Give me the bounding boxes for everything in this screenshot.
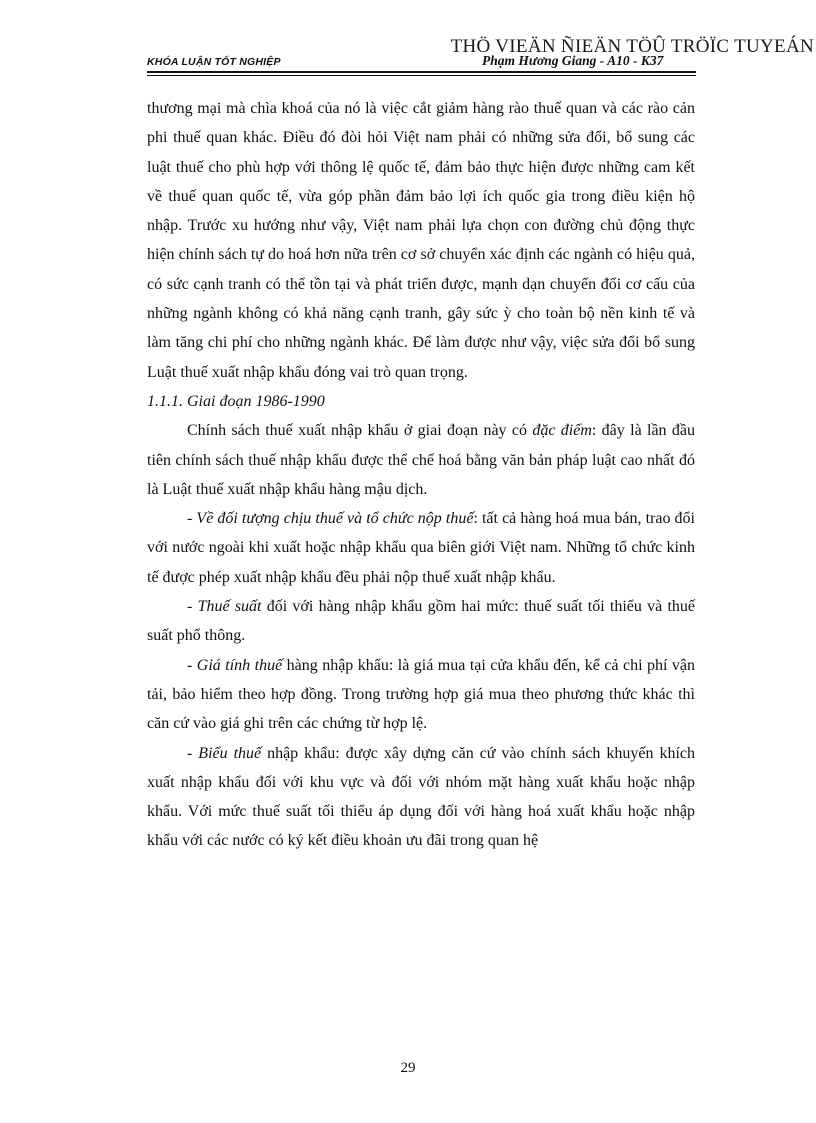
document-body bbox=[147, 94, 695, 856]
paragraph-2 bbox=[147, 416, 695, 504]
paragraph-6-emphasis: Biểu thuế bbox=[198, 744, 262, 762]
paragraph-6-text-b: nhập khẩu: được xây dựng căn cứ vào chính sách khuyến khích xuất nhập khẩu đối với khu vực và đối với nhóm mặt hàng xuất khẩu hoặc nhập khẩu. Với mức thuế suất tối thiểu áp dụng đối với hàng hoá xuất khẩu hoặc nhập khẩu với các nước có ký kết điều khoản ưu đãi trong quan hệ bbox=[147, 744, 696, 850]
library-watermark: THÖ VIEÄN ÑIEÄN TÖÛ TRÖÏC TUYEÁN bbox=[450, 36, 814, 57]
paragraph-2-text-b: : đây là lần đầu tiên chính sách thuế nhập khẩu được thể chế hoá bằng văn bản pháp luật cao nhất đó là Luật thuế xuất nhập khẩu hàng mậu dịch. bbox=[147, 422, 695, 498]
page-header bbox=[147, 28, 816, 72]
header-author: Phạm Hương Giang - A10 - K37 bbox=[482, 53, 664, 68]
header-rule-thick bbox=[147, 71, 696, 73]
paragraph-1: thương mại mà chìa khoá của nó là việc cắt giảm hàng rào thuế quan và các rào cản phi thuế quan khác. Điều đó đòi hỏi Việt nam phải có những sửa đổi, bổ sung các luật thuế cho phù hợp với thông lệ quốc tế, đảm bảo thực hiện được những cam kết về thuế quan quốc tế, vừa góp phần đảm bảo lợi ích quốc gia trong điều kiện hộ nhập. Trước xu hướng như vậy, Việt nam phải lựa chọn con đường chủ động thực hiện chính sách tự do hoá hơn nữa trên cơ sở chuyển xác định các ngành có hiệu quả, có sức cạnh tranh có thể tồn tại và phát triển được, mạnh dạn chuyển đổi cơ cấu của những ngành không có khả năng cạnh tranh, gây sức ỳ cho toàn bộ nền kinh tế và làm tăng chi phí cho những ngành khác. Để làm được như vậy, việc sửa đổi bổ sung Luật thuế xuất nhập khẩu đóng vai trò quan trọng. bbox=[147, 100, 695, 381]
paragraph-4-text-b: đối với hàng nhập khẩu gồm hai mức: thuế suất tối thiểu và thuế suất phổ thông. bbox=[147, 598, 696, 645]
header-rule-thin bbox=[147, 75, 696, 76]
paragraph-5-text-b: hàng nhập khẩu: là giá mua tại cửa khẩu đến, kể cả chi phí vận tải, bảo hiểm theo hợp đồng. Trong trường hợp giá mua theo phương thức khác thì căn cứ vào giá ghi trên các chứng từ hợp lệ. bbox=[147, 656, 696, 733]
paragraph-6-text-a: - bbox=[187, 744, 199, 762]
paragraph-6 bbox=[147, 739, 695, 856]
paragraph-3 bbox=[147, 504, 695, 592]
header-title: KHÓA LUẬN TỐT NGHIỆP bbox=[147, 56, 281, 68]
paragraph-2-text-a: Chính sách thuế xuất nhập khẩu ở giai đoạn này có bbox=[187, 422, 533, 440]
paragraph-4-emphasis: Thuế suất bbox=[197, 598, 262, 616]
paragraph-5-emphasis: Giá tính thuế bbox=[196, 656, 283, 674]
paragraph-4 bbox=[147, 592, 695, 651]
paragraph-5 bbox=[147, 651, 695, 739]
section-heading: 1.1.1. Giai đoạn 1986-1990 bbox=[147, 392, 325, 410]
paragraph-3-emphasis: - Về đối tượng chịu thuế và tổ chức nộp thuế bbox=[187, 510, 474, 528]
paragraph-5-text-a: - bbox=[187, 656, 197, 674]
paragraph-4-text-a: - bbox=[187, 598, 198, 616]
paragraph-3-text-b: : tất cả hàng hoá mua bán, trao đổi với nước ngoài khi xuất hoặc nhập khẩu qua biên giới Việt nam. Những tổ chức kinh tế được phép xuất nhập khẩu đều phải nộp thuế xuất nhập khẩu. bbox=[147, 510, 696, 586]
page-number: 29 bbox=[400, 1060, 416, 1076]
paragraph-2-emphasis: đặc điểm bbox=[532, 422, 592, 440]
